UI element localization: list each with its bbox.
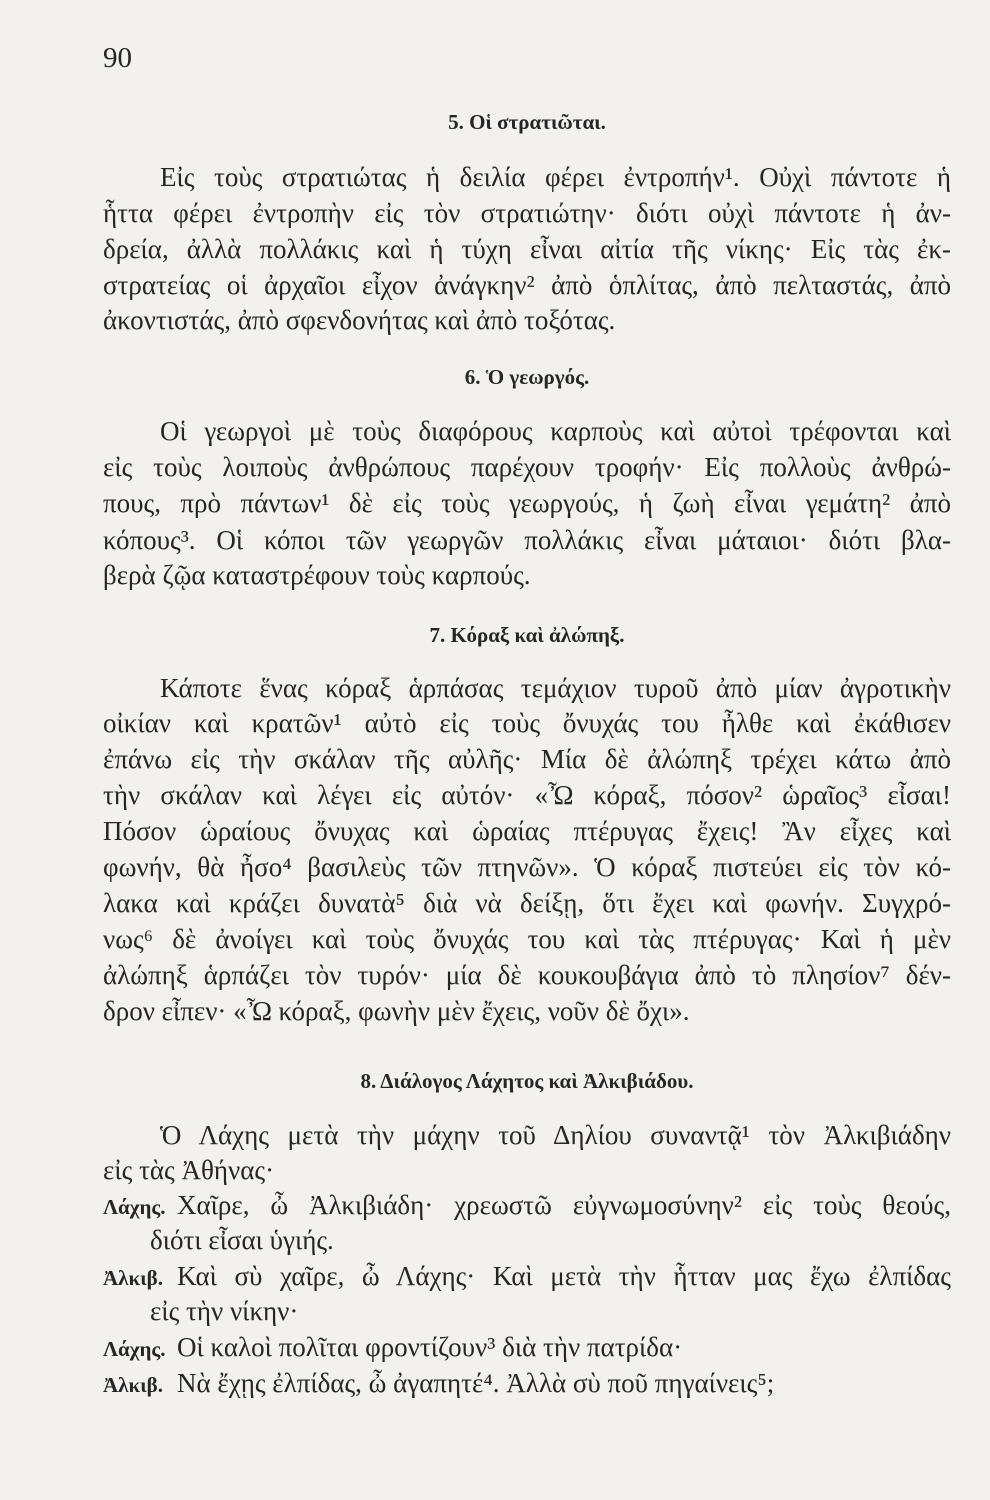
dialogue-speaker: Ἀλκιβ. — [103, 1373, 163, 1397]
paragraph-line: ἐπάνω εἰς τὴν σκάλαν τῆς αὐλῆς· Μία δὲ ἀλώπηξ τρέχει κάτω ἀπὸ — [103, 744, 951, 774]
paragraph-line: κόπους³. Οἱ κόποι τῶν γεωργῶν πολλάκις εἶναι μάταιοι· διότι βλα- — [103, 525, 951, 555]
dialogue-line: Καὶ σὺ χαῖρε, ὦ Λάχης· Καὶ μετὰ τὴν ἧτταν μας ἔχω ἐλπίδας — [177, 1261, 951, 1291]
section-heading: 7. Κόραξ καὶ ἀλώπηξ. — [429, 623, 625, 647]
dialogue-speaker: Λάχης. — [103, 1337, 166, 1361]
dialogue-line: εἰς τὴν νίκην· — [150, 1296, 299, 1326]
paragraph-line: εἰς τὰς Ἀθήνας· — [103, 1155, 275, 1185]
section-heading: 8. Διάλογος Λάχητος καὶ Ἀλκιβιάδου. — [360, 1069, 694, 1093]
section-heading: 6. Ὁ γεωργός. — [464, 365, 590, 389]
paragraph-line: Κάποτε ἕνας κόραξ ἁρπάσας τεμάχιον τυροῦ ἀπὸ μίαν ἀγροτικὴν — [160, 673, 951, 703]
paragraph-line: βερὰ ζῷα καταστρέφουν τοὺς καρπούς. — [103, 560, 531, 590]
dialogue-entry — [103, 1329, 951, 1365]
paragraph-line: δρον εἶπεν· «Ὦ κόραξ, φωνὴν μὲν ἔχεις, νοῦν δὲ ὄχι». — [103, 996, 690, 1026]
paragraph-line: Ὁ Λάχης μετὰ τὴν μάχην τοῦ Δηλίου συναντᾷ¹ τὸν Ἀλκιβιάδην — [160, 1120, 951, 1150]
paragraph-line: Εἰς τοὺς στρατιώτας ἡ δειλία φέρει ἐντροπήν¹. Οὐχὶ πάντοτε ἡ — [160, 162, 951, 192]
paragraph-line: Οἱ γεωργοὶ μὲ τοὺς διαφόρους καρποὺς καὶ αὐτοὶ τρέφονται καὶ — [160, 416, 951, 446]
page-number: 90 — [103, 42, 132, 74]
dialogue-entry — [103, 1187, 951, 1223]
paragraph-line: ἀλώπηξ ἁρπάζει τὸν τυρόν· μία δὲ κουκουβάγια ἀπὸ τὸ πλησίον⁷ δέν- — [103, 960, 951, 990]
paragraph-line: τὴν σκάλαν καὶ λέγει εἰς αὐτόν· «Ὦ κόραξ, πόσον² ὡραῖος³ εἶσαι! — [103, 780, 951, 810]
paragraph-line: εἰς τοὺς λοιποὺς ἀνθρώπους παρέχουν τροφήν· Εἰς πολλοὺς ἀνθρώ- — [103, 452, 951, 482]
paragraph-line: στρατείας οἱ ἀρχαῖοι εἶχον ἀνάγκην² ἀπὸ ὁπλίτας, ἀπὸ πελταστάς, ἀπὸ — [103, 270, 951, 300]
paragraph-line: φωνήν, θὰ ἦσο⁴ βασιλεὺς τῶν πτηνῶν». Ὁ κόραξ πιστεύει εἰς τὸν κό- — [103, 852, 951, 882]
paragraph-line: ἀκοντιστάς, ἀπὸ σφενδονήτας καὶ ἀπὸ τοξότας. — [103, 305, 616, 335]
paragraph-line: λακα καὶ κράζει δυνατὰ⁵ διὰ νὰ δείξῃ, ὅτι ἔχει καὶ φωνήν. Συγχρό- — [103, 888, 951, 918]
paragraph-line: πους, πρὸ πάντων¹ δὲ εἰς τοὺς γεωργούς, ἡ ζωὴ εἶναι γεμάτη² ἀπὸ — [103, 488, 951, 518]
dialogue-line: Χαῖρε, ὦ Ἀλκιβιάδη· χρεωστῶ εὐγνωμοσύνην² εἰς τοὺς θεούς, — [177, 1190, 951, 1220]
paragraph-line: νως⁶ δὲ ἀνοίγει καὶ τοὺς ὄνυχάς του καὶ τὰς πτέρυγας· Καὶ ἡ μὲν — [103, 924, 951, 954]
paragraph-line: οἰκίαν καὶ κρατῶν¹ αὐτὸ εἰς τοὺς ὄνυχάς του ἦλθε καὶ ἐκάθισεν — [103, 708, 951, 738]
paragraph-line: Πόσον ὡραίους ὄνυχας καὶ ὡραίας πτέρυγας ἔχεις! Ἂν εἶχες καὶ — [103, 816, 951, 846]
dialogue-line: Οἱ καλοὶ πολῖται φροντίζουν³ διὰ τὴν πατρίδα· — [177, 1332, 683, 1362]
dialogue-entry — [103, 1365, 951, 1401]
paragraph-line: ἧττα φέρει ἐντροπὴν εἰς τὸν στρατιώτην· διότι οὐχὶ πάντοτε ἡ ἀν- — [103, 198, 951, 228]
section-heading: 5. Οἱ στρατιῶται. — [448, 110, 606, 134]
paragraph-line: δρεία, ἀλλὰ πολλάκις καὶ ἡ τύχη εἶναι αἰτία τῆς νίκης· Εἰς τὰς ἐκ- — [103, 234, 951, 264]
dialogue-line: διότι εἶσαι ὑγιής. — [150, 1225, 334, 1255]
dialogue-line: Νὰ ἔχῃς ἐλπίδας, ὦ ἀγαπητέ⁴. Ἀλλὰ σὺ ποῦ πηγαίνεις⁵; — [177, 1368, 775, 1398]
dialogue-speaker: Ἀλκιβ. — [103, 1266, 163, 1290]
dialogue-entry — [103, 1258, 951, 1294]
dialogue-speaker: Λάχης. — [103, 1195, 166, 1219]
